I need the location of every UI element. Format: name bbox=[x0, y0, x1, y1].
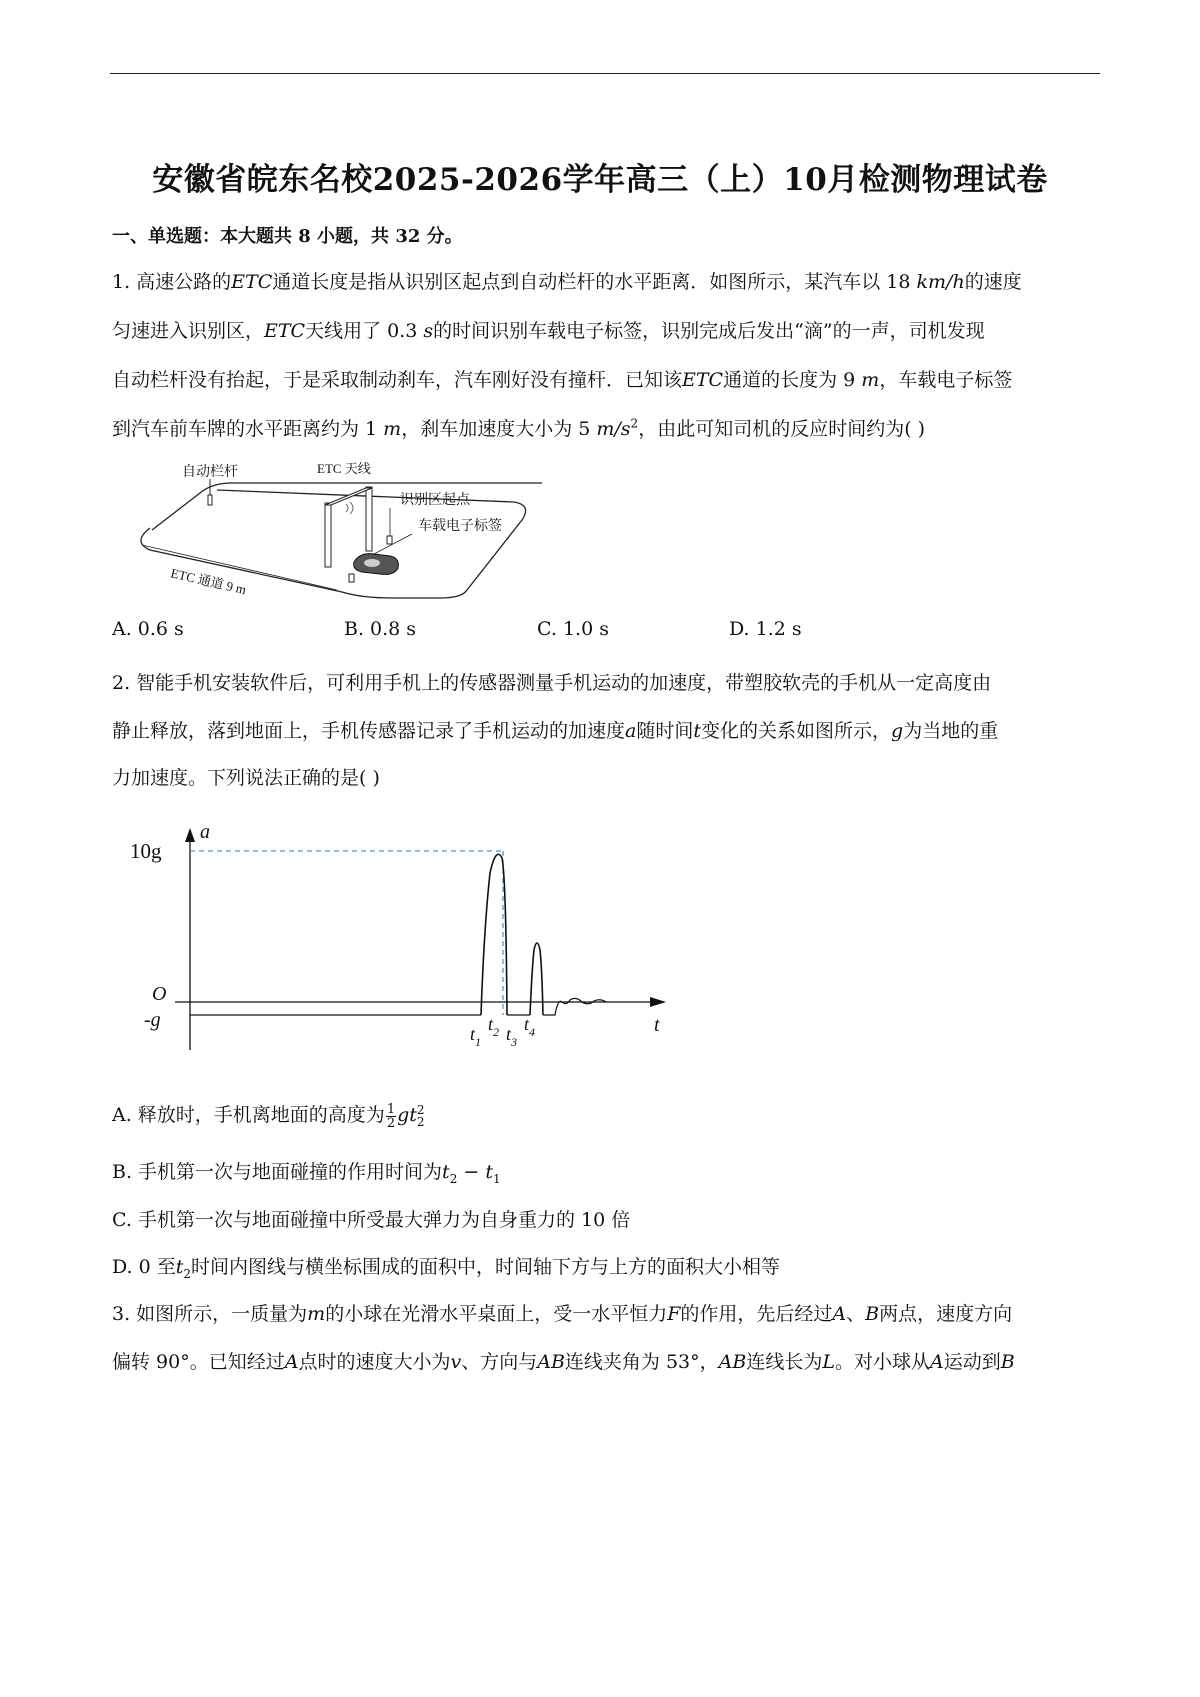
q2-option-d[interactable]: D. 0 至$t_2$时间内图线与横坐标围成的面积中，时间轴下方与上方的面积大小相等 bbox=[112, 1256, 781, 1281]
q3-line-2: 偏转 90°。已知经过A点时的速度大小为v、方向与AB连线夹角为 53°，AB连线长为L。对小球从A运动到B bbox=[112, 1351, 1015, 1373]
q1-option-c[interactable]: C. 1.0 s bbox=[537, 618, 609, 640]
t3-label: $t_3$ bbox=[506, 1024, 518, 1049]
fig-label-tag: 车载电子标签 bbox=[418, 519, 502, 534]
q2-option-b[interactable]: B. 手机第一次与地面碰撞的作用时间为$t_2 - t_1$ bbox=[112, 1161, 501, 1186]
q1-option-b[interactable]: B. 0.8 s bbox=[344, 618, 417, 640]
q1-option-a[interactable]: A. 0.6 s bbox=[112, 618, 184, 640]
q2-line-3: 力加速度。下列说法正确的是( ) bbox=[112, 767, 380, 789]
q1-options bbox=[112, 618, 812, 642]
q2-line-1: 2. 智能手机安装软件后，可利用手机上的传感器测量手机运动的加速度，带塑胶软壳的手机从一定高度由 bbox=[112, 672, 992, 694]
axis-label-t: t bbox=[654, 1014, 660, 1036]
t1-label: $t_1$ bbox=[470, 1024, 482, 1049]
q1-line-2: 匀速进入识别区，ETC天线用了 0.3 s的时间识别车载电子标签，识别完成后发出“滴”的一声，司机发现 bbox=[112, 320, 985, 342]
acceleration-time-graph bbox=[130, 818, 690, 1058]
fig-label-start: 识别区起点 bbox=[400, 493, 470, 508]
origin-label: O bbox=[152, 983, 167, 1005]
t2-label: $t_2$ bbox=[488, 1014, 500, 1039]
t4-label: $t_4$ bbox=[524, 1014, 536, 1039]
q3-line-1: 3. 如图所示，一质量为m的小球在光滑水平桌面上，受一水平恒力F的作用，先后经过A、B两点，速度方向 bbox=[112, 1303, 1013, 1325]
q2-option-a[interactable]: A. 释放时，手机离地面的高度为 $\frac{1}{2}$ gt 2 2 bbox=[112, 1101, 425, 1131]
etc-channel-figure bbox=[122, 450, 542, 605]
fraction-one-half: $\frac{1}{2}$ bbox=[386, 1101, 396, 1131]
q2-line-2: 静止释放，落到地面上，手机传感器记录了手机运动的加速度a随时间t变化的关系如图所示，g为当地的重 bbox=[112, 720, 999, 742]
q2-option-c[interactable]: C. 手机第一次与地面碰撞中所受最大弹力为自身重力的 10 倍 bbox=[112, 1209, 631, 1231]
q1-line-4: 到汽车前车牌的水平距离约为 1 m，刹车加速度大小为 5 $m/s^2$，由此可知司机的反应时间约为( ) bbox=[112, 416, 926, 440]
fig-label-antenna: ETC 天线 bbox=[317, 461, 371, 476]
section-heading: 一、单选题：本大题共 8 小题，共 32 分。 bbox=[112, 226, 463, 247]
fig-label-gate: 自动栏杆 bbox=[182, 465, 238, 480]
top-rule bbox=[110, 73, 1100, 74]
tick-label-neg-g: -g bbox=[144, 1009, 161, 1031]
q1-line-1: 1. 高速公路的ETC通道长度是指从识别区起点到自动栏杆的水平距离．如图所示，某汽车以 18 km/h的速度 bbox=[112, 271, 1022, 293]
fig-label-length: ETC 通道 9 m bbox=[169, 565, 248, 598]
exam-title: 安徽省皖东名校2025-2026学年高三（上）10月检测物理试卷 bbox=[152, 162, 1048, 198]
axis-label-a: a bbox=[200, 821, 210, 843]
q1-line-3: 自动栏杆没有抬起，于是采取制动刹车，汽车刚好没有撞杆．已知该ETC通道的长度为 9 m，车载电子标签 bbox=[112, 369, 1013, 391]
q1-option-d[interactable]: D. 1.2 s bbox=[729, 618, 802, 640]
tick-label-10g: 10g bbox=[130, 839, 162, 863]
